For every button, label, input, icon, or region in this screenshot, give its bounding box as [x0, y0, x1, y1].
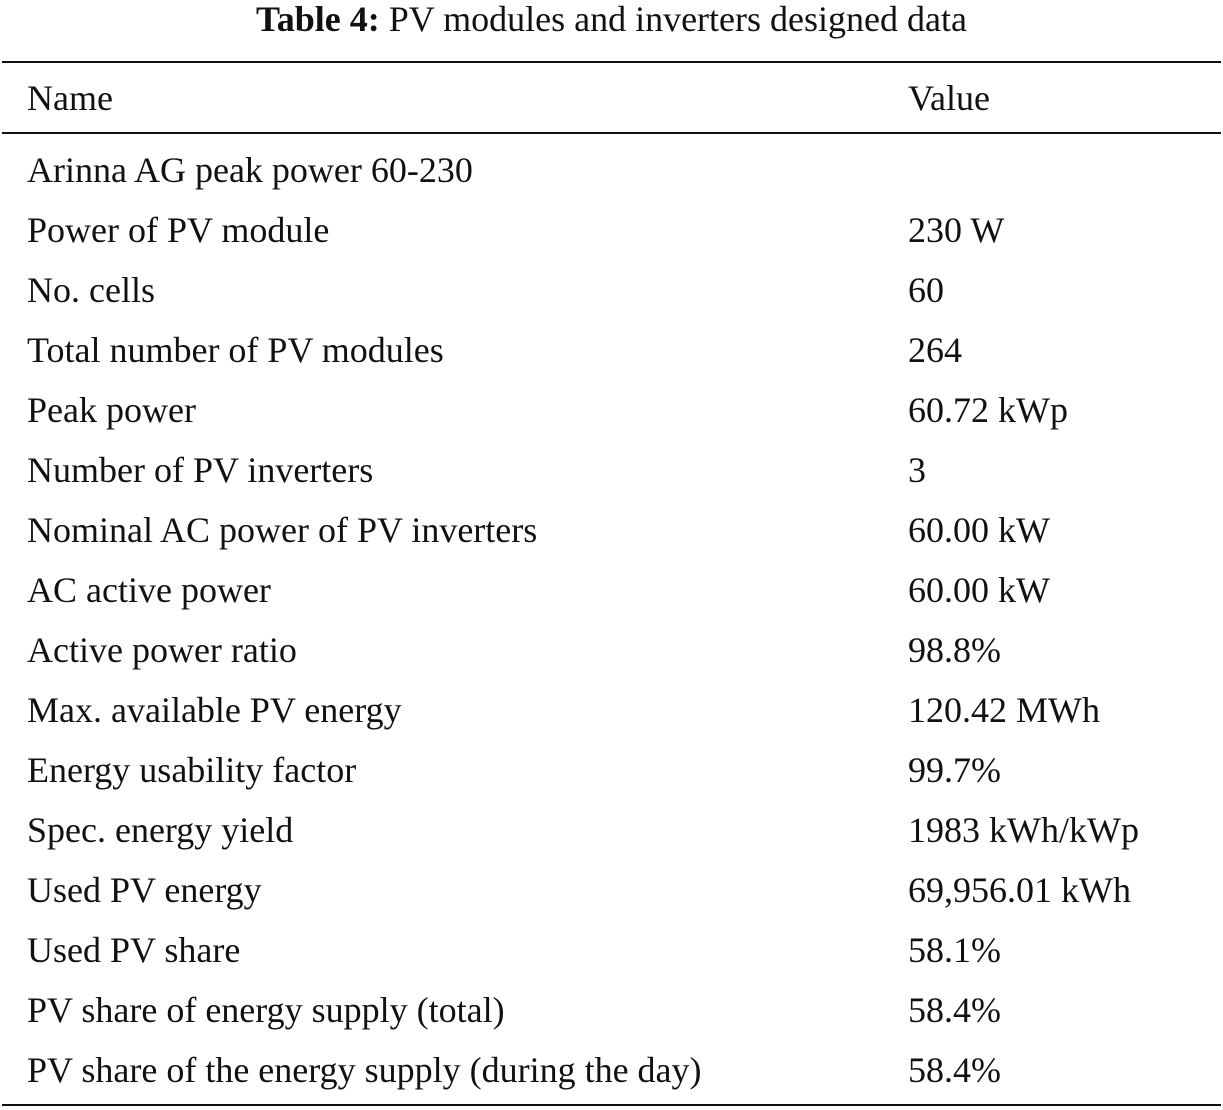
table-bottom-rule — [2, 1104, 1221, 1106]
row-name-cell: Energy usability factor — [27, 750, 357, 790]
row-name-cell: PV share of energy supply (total) — [27, 990, 505, 1030]
row-value-cell: 60.72 kWp — [908, 390, 1068, 430]
row-name-cell: AC active power — [27, 570, 271, 610]
table-row — [0, 740, 1223, 800]
row-value-cell: 3 — [908, 450, 926, 490]
row-value-cell: 120.42 MWh — [908, 690, 1100, 730]
row-value-cell: 60 — [908, 270, 944, 310]
row-value-cell: 58.4% — [908, 1050, 1001, 1090]
row-name-cell: Active power ratio — [27, 630, 297, 670]
row-name-cell: PV share of the energy supply (during the day) — [27, 1050, 702, 1090]
table-row — [0, 860, 1223, 920]
row-name-cell: Power of PV module — [27, 210, 330, 250]
table-row — [0, 620, 1223, 680]
row-name-cell: Number of PV inverters — [27, 450, 374, 490]
row-name-cell: Nominal AC power of PV inverters — [27, 510, 538, 550]
row-value-cell: 99.7% — [908, 750, 1001, 790]
table-row — [0, 1040, 1223, 1100]
table-body — [0, 140, 1223, 1100]
row-name-cell: Total number of PV modules — [27, 330, 444, 370]
table-row — [0, 320, 1223, 380]
table-row — [0, 680, 1223, 740]
row-name-cell: Peak power — [27, 390, 196, 430]
table-header-rule — [2, 132, 1221, 134]
column-header-name: Name — [27, 78, 113, 118]
table-row — [0, 380, 1223, 440]
row-name-cell: Used PV share — [27, 930, 241, 970]
column-header-value: Value — [908, 78, 990, 118]
table-row — [0, 980, 1223, 1040]
table-row — [0, 560, 1223, 620]
row-value-cell: 1983 kWh/kWp — [908, 810, 1139, 850]
row-name-cell: Used PV energy — [27, 870, 262, 910]
table-top-rule — [2, 61, 1221, 63]
table-row — [0, 140, 1223, 200]
row-name-cell: No. cells — [27, 270, 155, 310]
row-value-cell: 230 W — [908, 210, 1005, 250]
table-row — [0, 200, 1223, 260]
table-header-row — [0, 68, 1223, 128]
table-row — [0, 500, 1223, 560]
table-row — [0, 260, 1223, 320]
table-caption-text: PV modules and inverters designed data — [388, 0, 967, 39]
table-row — [0, 920, 1223, 980]
row-value-cell: 60.00 kW — [908, 570, 1050, 610]
row-name-cell: Spec. energy yield — [27, 810, 294, 850]
table-row — [0, 440, 1223, 500]
row-name-cell: Max. available PV energy — [27, 690, 402, 730]
row-value-cell: 98.8% — [908, 630, 1001, 670]
table-caption-label: Table 4: — [256, 0, 380, 39]
row-value-cell: 58.1% — [908, 930, 1001, 970]
row-value-cell: 58.4% — [908, 990, 1001, 1030]
row-name-cell: Arinna AG peak power 60-230 — [27, 150, 473, 190]
row-value-cell: 264 — [908, 330, 962, 370]
row-value-cell: 60.00 kW — [908, 510, 1050, 550]
row-value-cell: 69,956.01 kWh — [908, 870, 1131, 910]
table-row — [0, 800, 1223, 860]
table-caption — [0, 0, 1223, 46]
